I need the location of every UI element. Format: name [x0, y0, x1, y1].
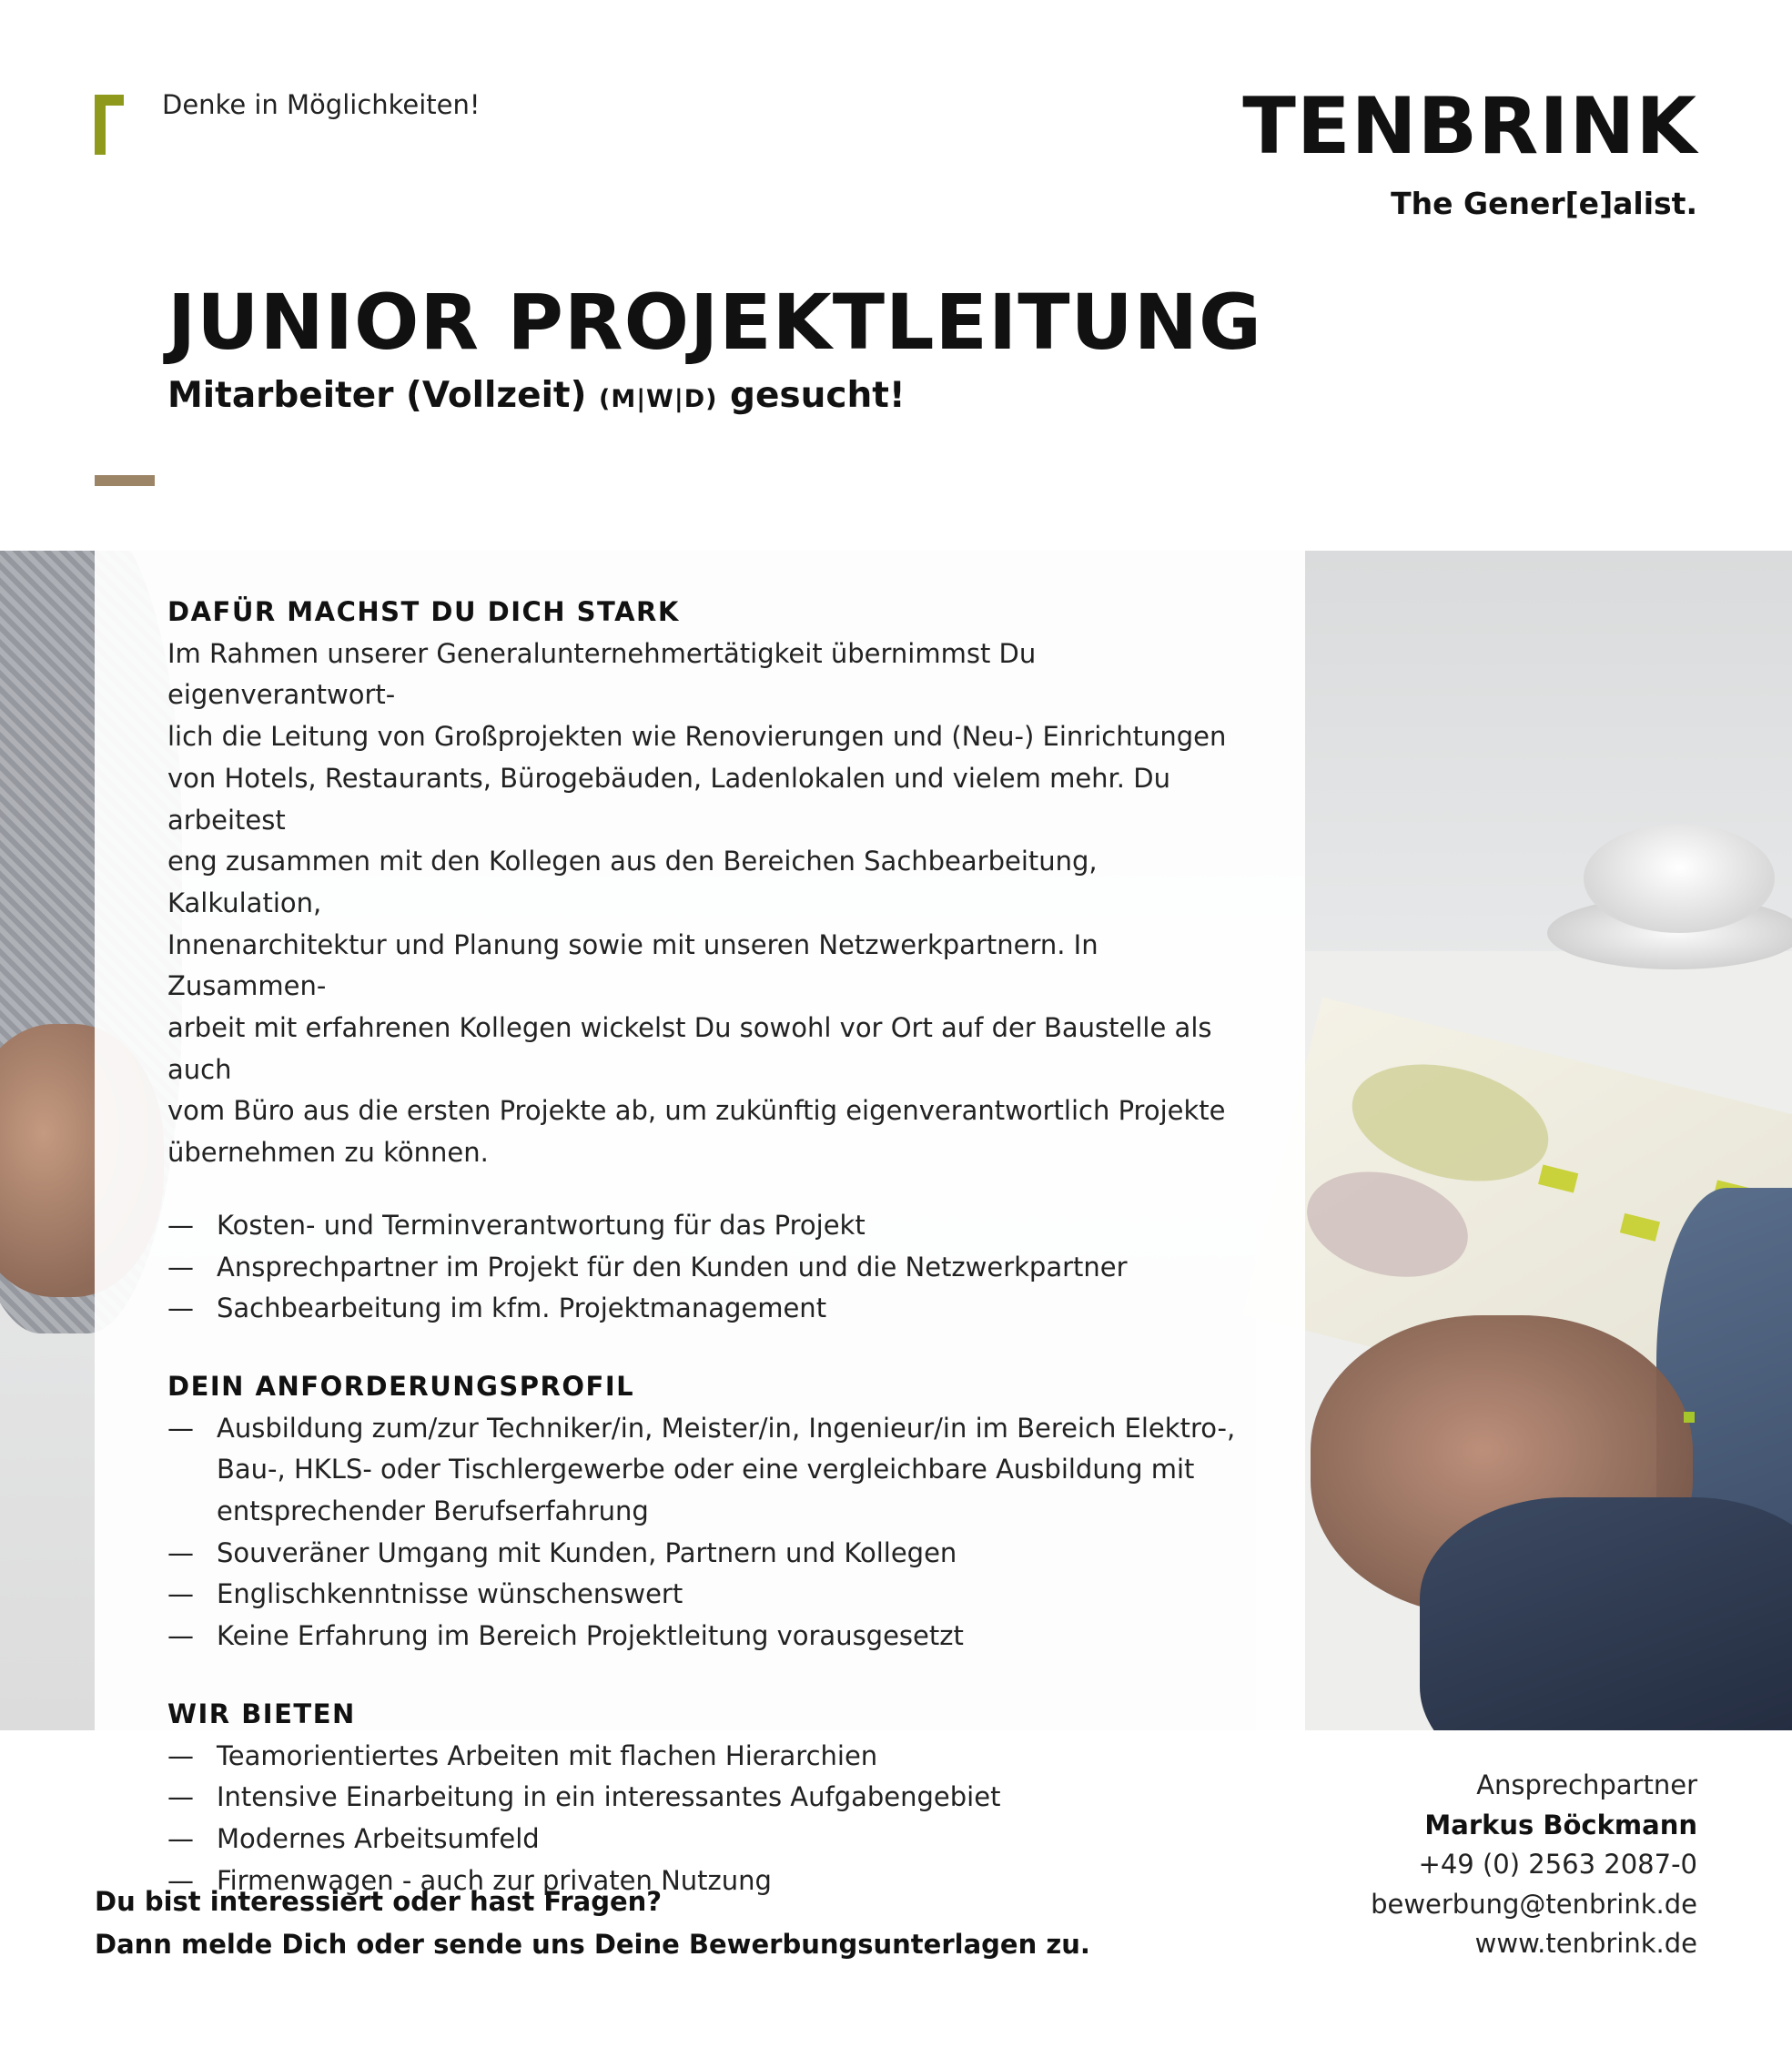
company-logo	[1242, 81, 1697, 221]
list-item: — Modernes Arbeitsumfeld	[167, 1819, 1260, 1860]
list-item: — Sachbearbeitung im kfm. Projektmanagement	[167, 1288, 1260, 1330]
section-heading-bieten: WIR BIETEN	[167, 1698, 356, 1729]
job-description	[167, 592, 1260, 1901]
staerken-list	[167, 1205, 1260, 1330]
list-item: — Kosten- und Terminverantwortung für das Projekt	[167, 1205, 1260, 1247]
paragraph-line: arbeit mit erfahrenen Kollegen wickelst Du sowohl vor Ort auf der Baustelle als auch	[167, 1012, 1212, 1085]
bieten-list	[167, 1736, 1260, 1902]
section-heading-profil: DEIN ANFORDERUNGSPROFIL	[167, 1370, 635, 1402]
list-item: — Souveräner Umgang mit Kunden, Partnern und Kollegen	[167, 1533, 1260, 1575]
section-heading-staerken: DAFÜR MACHST DU DICH STARK	[167, 596, 680, 627]
logo-tagline: The Gener[e]alist.	[1391, 186, 1697, 221]
job-subtitle	[167, 375, 906, 416]
list-item: — Keine Erfahrung im Bereich Projektleitung vorausgesetzt	[167, 1616, 1260, 1658]
list-item: — Teamorientiertes Arbeiten mit flachen Hierarchien	[167, 1736, 1260, 1778]
list-item	[167, 1408, 1260, 1533]
contact-label: Ansprechpartner	[1476, 1769, 1697, 1800]
cta-line-1: Du bist interessiert oder hast Fragen?	[95, 1886, 663, 1917]
paragraph-line: vom Büro aus die ersten Projekte ab, um zukünftig eigenverantwortlich Projekte	[167, 1095, 1226, 1127]
contact-email[interactable]: bewerbung@tenbrink.de	[1371, 1888, 1697, 1920]
contact-name: Markus Böckmann	[1424, 1809, 1697, 1840]
list-item-line: Ausbildung zum/zur Techniker/in, Meister/in, Ingenieur/in im Bereich Elektro-,	[217, 1412, 1236, 1444]
contact-block	[1371, 1766, 1697, 1964]
list-item: — Ansprechpartner im Projekt für den Kunden und die Netzwerkpartner	[167, 1247, 1260, 1289]
accent-divider	[95, 475, 155, 486]
list-item: — Intensive Einarbeitung in ein interessantes Aufgabengebiet	[167, 1777, 1260, 1819]
job-subtitle-gender: (M|W|D)	[598, 385, 718, 413]
paragraph-line: Im Rahmen unserer Generalunternehmertätigkeit übernimmst Du eigenverantwort-	[167, 637, 1037, 711]
list-item-line: entsprechender Berufserfahrung	[217, 1495, 649, 1527]
paragraph-line: eng zusammen mit den Kollegen aus den Bereichen Sachbearbeitung, Kalkulation,	[167, 846, 1098, 918]
contact-website[interactable]: www.tenbrink.de	[1474, 1928, 1697, 1959]
corner-mark-icon	[95, 95, 124, 155]
paragraph-line: von Hotels, Restaurants, Bürogebäuden, Ladenlokalen und vielem mehr. Du arbeitest	[167, 762, 1170, 836]
job-title: JUNIOR PROJEKTLEITUNG	[167, 278, 1262, 367]
list-item-line: Bau-, HKLS- oder Tischlergewerbe oder eine vergleichbare Ausbildung mit	[217, 1454, 1195, 1485]
claim-text: Denke in Möglichkeiten!	[162, 89, 481, 120]
staerken-paragraph	[167, 634, 1260, 1174]
cta-line-2: Dann melde Dich oder sende uns Deine Bewerbungsunterlagen zu.	[95, 1929, 1090, 1960]
call-to-action	[95, 1881, 1090, 1966]
paragraph-line: Innenarchitektur und Planung sowie mit unseren Netzwerkpartnern. In Zusammen-	[167, 928, 1098, 1002]
paragraph-line: lich die Leitung von Großprojekten wie Renovierungen und (Neu-) Einrichtungen	[167, 721, 1227, 753]
list-item: — Englischkenntnisse wünschenswert	[167, 1574, 1260, 1616]
job-subtitle-post: gesucht!	[717, 375, 906, 416]
contact-phone[interactable]: +49 (0) 2563 2087-0	[1418, 1849, 1697, 1880]
profil-list	[167, 1408, 1260, 1658]
logo-wordmark: TENBRINK	[1242, 81, 1697, 172]
list-item: — Firmenwagen - auch zur privaten Nutzung	[167, 1860, 1260, 1902]
paragraph-line: übernehmen zu können.	[167, 1137, 489, 1169]
job-subtitle-pre: Mitarbeiter (Vollzeit)	[167, 375, 599, 416]
